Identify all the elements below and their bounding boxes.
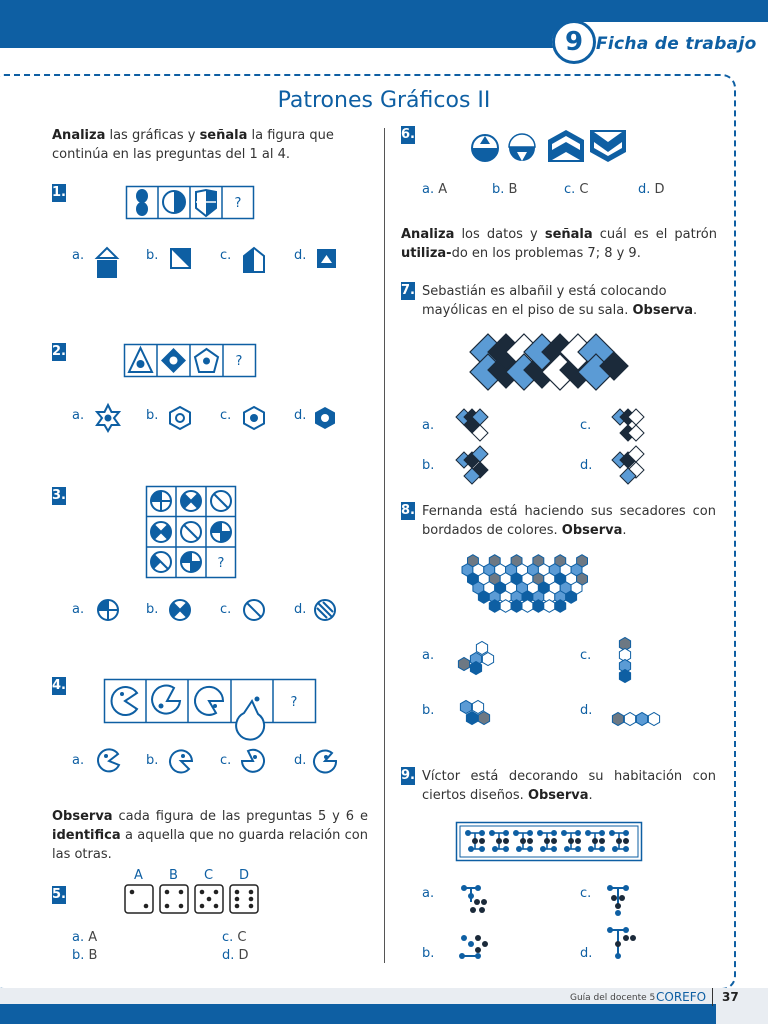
hex-cell (533, 600, 544, 613)
option-c[interactable]: c. (220, 248, 232, 263)
q3-option-a-shape[interactable] (96, 598, 120, 622)
hex-cell (555, 600, 566, 613)
q5-option-b[interactable]: b. B (72, 948, 98, 963)
hex-cell (624, 713, 635, 726)
bead (503, 838, 509, 844)
q4-option-a-shape[interactable] (96, 748, 122, 774)
svg-text:?: ? (290, 695, 298, 710)
q1-option-b-shape[interactable] (170, 248, 192, 270)
q2-option-c-shape[interactable] (242, 406, 266, 430)
q3-option-c-shape[interactable] (242, 598, 266, 622)
q8-option-d-shape[interactable] (610, 710, 666, 728)
option-b[interactable]: b. (146, 602, 159, 617)
option-a[interactable]: a. (422, 648, 435, 663)
hex-cell (470, 662, 481, 675)
q7-option-d-shape[interactable] (610, 444, 650, 480)
q2-sequence (124, 344, 256, 378)
hex-cell (478, 712, 489, 725)
intro-1-to-4: Analiza las gráficas y señala la figura que continúa en las preguntas del 1 al 4. (52, 128, 334, 162)
q7-option-b-shape[interactable] (454, 444, 494, 480)
q1-sequence (126, 186, 254, 220)
q3-option-d-shape[interactable] (313, 598, 337, 622)
bead (623, 830, 629, 836)
hex-cell (522, 600, 533, 613)
q6-option-a[interactable]: a. A (422, 182, 448, 197)
option-a[interactable]: a. (72, 248, 85, 263)
q5-option-c[interactable]: c. C (222, 930, 247, 945)
bead (609, 830, 615, 836)
question-number: 8. (401, 503, 415, 518)
q9-option-b-shape[interactable] (458, 932, 492, 966)
hex-cell (648, 713, 659, 726)
hex-cell (476, 642, 487, 655)
bead (551, 838, 557, 844)
bead (568, 838, 574, 844)
option-d[interactable]: d. (580, 703, 593, 718)
bead (599, 830, 605, 836)
intro-7-to-9: Analiza los datos y señala cuál es el patrón utiliza-do en los problemas 7; 8 y 9. (401, 227, 717, 261)
option-d[interactable]: d. (294, 602, 307, 617)
option-a[interactable]: a. (72, 753, 85, 768)
option-b[interactable]: b. (146, 408, 159, 423)
bead (537, 830, 543, 836)
question-number: 2. (52, 344, 66, 359)
bead (575, 830, 581, 836)
q4-option-c-shape[interactable] (240, 748, 266, 774)
bead (616, 838, 622, 844)
option-a[interactable]: a. (422, 418, 435, 433)
q3-option-b-shape[interactable] (168, 598, 192, 622)
question-number: 7. (401, 283, 415, 298)
intro-5-and-6: Observa cada figura de las preguntas 5 y 6 e identifica a aquella que no guarda relación con las otras. (52, 809, 368, 862)
hex-cell (482, 653, 493, 666)
q1-option-c-shape[interactable] (242, 246, 266, 274)
hex-cell (511, 600, 522, 613)
footer-separator (712, 988, 713, 1006)
q8-option-c-shape[interactable] (610, 636, 640, 680)
bead (489, 830, 495, 836)
option-a[interactable]: a. (422, 886, 435, 901)
question-number: 6. (401, 127, 415, 142)
q2-option-d-shape[interactable] (313, 406, 337, 430)
q5-option-d[interactable]: d. D (222, 948, 249, 963)
dice-label-b: B (169, 868, 178, 883)
option-d[interactable]: d. (580, 946, 593, 961)
option-c[interactable]: c. (220, 602, 232, 617)
q2-option-a-shape[interactable] (95, 404, 121, 432)
bead (561, 830, 567, 836)
q5-dice (124, 884, 264, 916)
q8-text: Fernanda está haciendo sus secadores con bordados de colores. Observa. (422, 504, 716, 538)
hex-cell (612, 713, 623, 726)
bead (585, 830, 591, 836)
option-d[interactable]: d. (294, 408, 307, 423)
bead (520, 838, 526, 844)
bead (551, 830, 557, 836)
option-b[interactable]: b. (422, 703, 435, 718)
option-b[interactable]: b. (422, 946, 435, 961)
question-number: 5. (52, 887, 66, 902)
q6-option-d[interactable]: d. D (638, 182, 665, 197)
q3-grid (146, 486, 236, 578)
question-number: 1. (52, 185, 66, 200)
q8-hex-pattern (460, 553, 640, 623)
option-c[interactable]: c. (580, 886, 592, 901)
footer-strip (0, 1004, 716, 1024)
q6-figures (470, 126, 630, 166)
option-d[interactable]: d. (580, 458, 593, 473)
footer-guide: Guía del docente 5 (570, 993, 656, 1003)
q9-bead-pattern (456, 822, 642, 862)
question-number: 4. (52, 678, 66, 693)
q7-tile-pattern (470, 334, 630, 390)
option-c[interactable]: c. (220, 408, 232, 423)
dice-label-c: C (204, 868, 214, 883)
option-d[interactable]: d. (294, 248, 307, 263)
option-d[interactable]: d. (294, 753, 307, 768)
svg-text:?: ? (235, 354, 243, 369)
q9-option-c-shape[interactable] (606, 884, 636, 918)
dice-label-d: D (239, 868, 250, 883)
option-c[interactable]: c. (220, 753, 232, 768)
option-b[interactable]: b. (146, 248, 159, 263)
page-number: 37 (722, 990, 739, 1004)
q1-option-a-shape[interactable] (96, 246, 118, 280)
option-b[interactable]: b. (146, 753, 159, 768)
q7-text: Sebastián es albañil y está colocando mayólicas en el piso de su sala. Observa. (422, 284, 698, 318)
worksheet-label: Ficha de trabajo (596, 34, 757, 54)
bead (472, 838, 478, 844)
footer-brand: COREFO (656, 990, 707, 1004)
hex-cell (619, 670, 630, 683)
dice-label-a: A (134, 868, 143, 883)
bead (599, 838, 605, 844)
worksheet-number: 9 (552, 20, 596, 64)
q9-text: Víctor está decorando su habitación con ciertos diseños. Observa. (422, 769, 716, 803)
bead (479, 838, 485, 844)
option-b[interactable]: b. (422, 458, 435, 473)
option-a[interactable]: a. (72, 602, 85, 617)
hex-cell (566, 591, 577, 604)
bead (592, 838, 598, 844)
bead (527, 830, 533, 836)
q9-option-d-shape[interactable] (606, 926, 640, 966)
bead (544, 838, 550, 844)
q1-option-d-shape[interactable] (316, 248, 338, 270)
option-a[interactable]: a. (72, 408, 85, 423)
hex-cell (472, 701, 483, 714)
hex-cell (489, 600, 500, 613)
q7-option-a-shape[interactable] (454, 407, 494, 443)
option-c[interactable]: c. (580, 418, 592, 433)
bead (503, 830, 509, 836)
q4-sequence (104, 679, 316, 723)
question-number: 9. (401, 768, 415, 783)
bead (623, 838, 629, 844)
bead (465, 830, 471, 836)
hex-cell (478, 591, 489, 604)
hex-cell (636, 713, 647, 726)
q4-option-d-shape[interactable] (312, 748, 338, 774)
bead (527, 838, 533, 844)
hex-cell (500, 600, 511, 613)
hex-cell (460, 701, 471, 714)
svg-text:?: ? (217, 556, 225, 571)
q6-option-c[interactable]: c. C (564, 182, 589, 197)
q7-option-c-shape[interactable] (610, 407, 650, 443)
bead (513, 830, 519, 836)
q5-option-a[interactable]: a. A (72, 930, 98, 945)
hex-cell (458, 658, 469, 671)
page-title: Patrones Gráficos II (277, 88, 491, 113)
svg-text:?: ? (234, 196, 242, 211)
hex-cell (544, 600, 555, 613)
q6-option-b[interactable]: b. B (492, 182, 518, 197)
bead (575, 838, 581, 844)
question-number: 3. (52, 488, 66, 503)
hex-cell (466, 712, 477, 725)
q9-option-a-shape[interactable] (460, 884, 494, 918)
q4-option-b-shape[interactable] (168, 748, 194, 774)
column-divider (384, 128, 385, 963)
bead (479, 830, 485, 836)
q8-option-a-shape[interactable] (456, 640, 496, 674)
bead (496, 838, 502, 844)
option-c[interactable]: c. (580, 648, 592, 663)
q8-option-b-shape[interactable] (456, 697, 496, 731)
q2-option-b-shape[interactable] (168, 406, 192, 430)
